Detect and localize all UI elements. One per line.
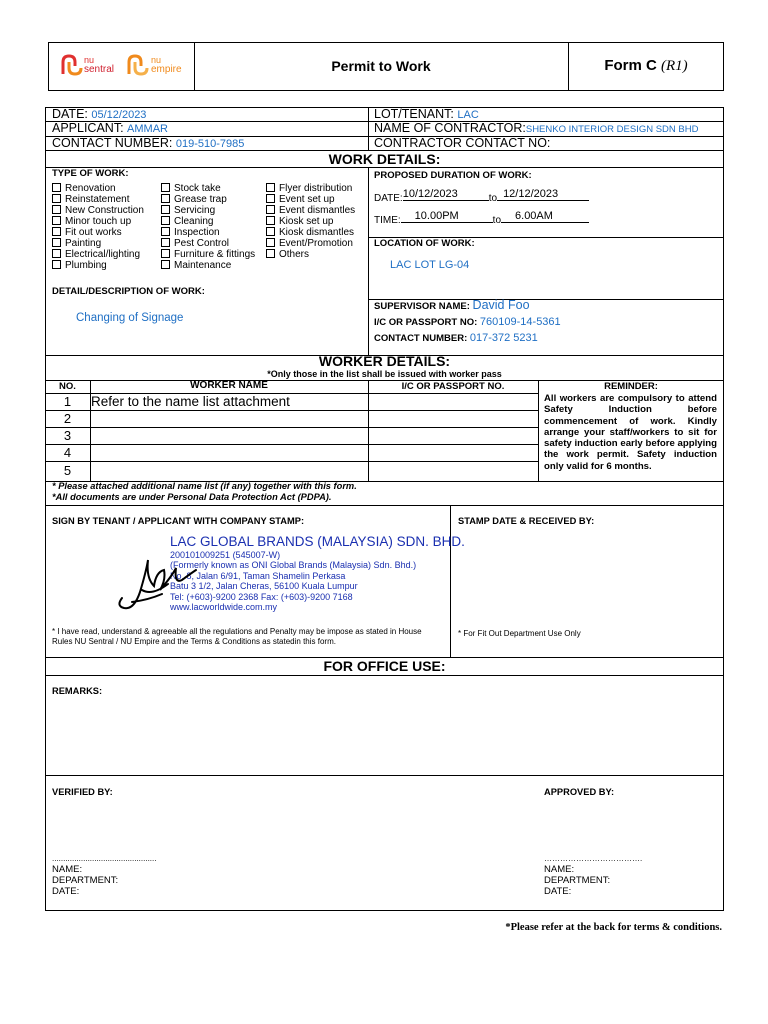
ic-value[interactable]: 760109-14-5361 [479,316,561,328]
checkbox-item[interactable] [266,216,355,227]
applicant-value[interactable]: AMMAR [127,123,168,135]
checkbox-item[interactable] [161,227,255,238]
row-number: 4 [63,445,72,460]
checkbox-item[interactable] [161,260,255,271]
remarks-label: REMARKS: [52,686,103,696]
table-row [45,428,538,444]
time-to-value[interactable]: 6.00AM [515,210,553,222]
checkbox-item[interactable] [52,260,144,271]
checkbox-label: Kiosk dismantles [279,227,355,238]
checkbox-item[interactable] [266,205,355,216]
checkbox-label: Event/Promotion [279,238,353,249]
row-number: 3 [63,428,72,443]
checkbox-icon[interactable] [52,260,61,269]
work-divider [368,167,369,355]
time-to-field[interactable] [501,210,589,223]
date-to-value[interactable]: 12/12/2023 [503,188,559,200]
time-from-field[interactable] [401,210,493,223]
declaration-text: * I have read, understand & agreeable all the regulations and Penalty may be impose as stated in House Rules NU Sentral / NU Empire and the Terms & Conditions as statedin this form. [52,627,422,646]
form-revision: (R1) [661,58,688,74]
checkbox-label: Painting [65,238,102,249]
to-label: to [488,193,498,204]
col-ic-header: I/C OR PASSPORT NO. [401,381,505,392]
form-code-label: Form C [604,57,657,74]
date-to-field[interactable] [497,188,589,201]
nu-empire-logo-text-bottom: empire [151,64,182,75]
lot-value[interactable]: LAC [457,109,479,121]
col-line [538,380,539,481]
checkbox-label: Furniture & fittings [174,249,256,260]
checkbox-label: Inspection [174,227,220,238]
checkbox-label: Event dismantles [279,205,356,216]
verified-signoff[interactable] [52,853,156,897]
checkbox-label: Plumbing [65,260,107,271]
nu-sentral-logo-text-bottom: sentral [84,64,115,75]
row-line [45,505,724,506]
date-label: DATE: [52,107,88,121]
checkbox-icon[interactable] [266,216,275,225]
stamp-line: www.lacworldwide.com.my [170,602,278,613]
worker-details-subheading: *Only those in the list shall be issued with worker pass [267,369,502,379]
checkbox-item[interactable] [161,194,255,205]
supervisor-contact-label: CONTACT NUMBER: [374,333,468,344]
nu-empire-logo [126,52,188,80]
checkbox-icon[interactable] [266,205,275,214]
type-col-3 [266,183,355,260]
checkbox-label: Pest Control [174,238,230,249]
duration-time-label: TIME: [374,215,401,226]
location-value[interactable]: LAC LOT LG-04 [390,259,470,271]
approved-department-label: DEPARTMENT: [544,875,611,886]
contact-value[interactable]: 019-510-7985 [175,138,245,150]
checkbox-icon[interactable] [161,238,170,247]
row-number: 5 [63,463,72,478]
duration-date-label: DATE: [374,193,403,204]
supervisor-contact-field [374,332,538,344]
lot-field [374,107,479,121]
stamp-line: No. 8, Jalan 6/91, Taman Shamelin Perkasa [170,570,346,581]
row-line [45,461,538,462]
contractor-field [374,121,698,135]
remarks-area[interactable] [46,700,722,774]
applicant-field [52,121,168,135]
nu-sentral-logo [60,52,120,80]
table-row [45,463,538,479]
checkbox-icon[interactable] [52,183,61,192]
checkbox-item[interactable] [266,194,355,205]
reminder-text: All workers are compulsory to attend Safety Induction before commencement of work. Kindly arrange your staff/workers to sit for safety induction early before applying the work permit. Safety induction only valid for 6 months. [544,393,717,472]
date-field [52,107,146,121]
verified-department-label: DEPARTMENT: [52,875,119,886]
table-row [45,411,538,427]
checkbox-label: Maintenance [174,260,232,271]
col-reminder-header: REMINDER: [604,381,658,392]
checkbox-icon[interactable] [161,194,170,203]
contractor-contact-label: CONTRACTOR CONTACT NO: [374,136,551,150]
checkbox-icon[interactable] [161,249,170,258]
stamp-received-label: STAMP DATE & RECEIVED BY: [458,516,595,526]
sign-label: SIGN BY TENANT / APPLICANT WITH COMPANY STAMP: [52,516,305,526]
approved-signoff[interactable] [544,853,642,897]
checkbox-icon[interactable] [266,183,275,192]
date-value[interactable]: 05/12/2023 [91,109,147,121]
checkbox-item[interactable] [161,205,255,216]
work-details-heading: WORK DETAILS: [328,151,441,167]
applicant-label: APPLICANT: [52,121,124,135]
checkbox-label: Others [279,249,310,260]
checkbox-item[interactable] [266,238,355,249]
checkbox-item[interactable] [266,227,355,238]
row-line [45,167,724,168]
checkbox-item[interactable] [161,238,255,249]
checkbox-icon[interactable] [52,216,61,225]
additional-list-note: * Please attached additional name list (if any) together with this form. [52,481,357,491]
verified-name-label: NAME: [52,864,83,875]
row-number: 1 [63,394,72,409]
checkbox-item[interactable] [161,183,255,194]
duration-time-row [374,210,589,226]
checkbox-item[interactable] [52,227,144,238]
ic-field [374,316,561,328]
description-label: DETAIL/DESCRIPTION OF WORK: [52,286,205,297]
checkbox-icon[interactable] [161,216,170,225]
stamp-line: Tel: (+603)-9200 2368 Fax: (+603)-9200 7168 [170,591,353,602]
date-from-value[interactable]: 10/12/2023 [402,188,458,200]
stamp-company-name: LAC GLOBAL BRANDS (MALAYSIA) SDN. BHD. [170,534,465,549]
row-number: 2 [63,411,72,426]
checkbox-label: Stock take [174,183,221,194]
terms-footnote: *Please refer at the back for terms & conditions. [505,922,722,933]
checkbox-label: Kiosk set up [279,216,334,227]
lot-label: LOT/TENANT: [374,107,454,121]
supervisor-contact-value[interactable]: 017-372 5231 [469,332,538,344]
checkbox-icon[interactable] [161,205,170,214]
checkbox-icon[interactable] [161,260,170,269]
checkbox-item[interactable] [266,183,355,194]
type-col-1 [52,183,144,271]
checkbox-icon[interactable] [266,194,275,203]
worker-details-heading: WORKER DETAILS: [318,353,451,369]
checkbox-label: Flyer distribution [279,183,353,194]
checkbox-icon[interactable] [52,205,61,214]
contractor-contact-field [374,136,550,150]
checkbox-label: Electrical/lighting [65,249,141,260]
checkbox-icon[interactable] [266,249,275,258]
checkbox-item[interactable] [52,183,144,194]
checkbox-item[interactable] [161,249,255,260]
verified-by-label: VERIFIED BY: [52,787,113,797]
contact-field [52,136,244,150]
description-value[interactable]: Changing of Signage [76,312,184,324]
checkbox-label: Cleaning [174,216,214,227]
checkbox-label: Servicing [174,205,216,216]
checkbox-item[interactable] [52,216,144,227]
office-use-heading: FOR OFFICE USE: [323,658,446,674]
signature-icon [112,540,202,615]
verified-signature-line: ............................................... [52,854,157,863]
checkbox-label: Minor touch up [65,216,132,227]
time-from-value[interactable]: 10.00PM [414,210,459,222]
checkbox-icon[interactable] [161,227,170,236]
checkbox-label: New Construction [65,205,144,216]
date-from-field[interactable] [403,188,489,201]
table-row [45,394,538,410]
nu-sentral-logo-text-top: nu [84,55,95,65]
stamp-line: Batu 3 1/2, Jalan Cheras, 56100 Kuala Lumpur [170,581,358,592]
location-label: LOCATION OF WORK: [374,238,475,249]
checkbox-item[interactable] [52,205,144,216]
row-line [45,775,724,776]
checkbox-icon[interactable] [161,183,170,192]
stamp-line: 200101009251 (545007-W) [170,550,281,560]
checkbox-label: Grease trap [174,194,227,205]
contractor-value[interactable]: SHENKO INTERIOR DESIGN SDN BHD [525,124,699,135]
verified-date-label: DATE: [52,886,80,897]
checkbox-label: Event set up [279,194,335,205]
type-col-2 [161,183,255,271]
checkbox-icon[interactable] [52,249,61,258]
checkbox-label: Reinstatement [65,194,130,205]
approved-by-label: APPROVED BY: [544,787,615,797]
approved-date-label: DATE: [544,886,572,897]
checkbox-label: Renovation [65,183,116,194]
checkbox-label: Fit out works [65,227,122,238]
form-code [568,57,724,75]
table-row [45,445,538,461]
supervisor-label: SUPERVISOR NAME: [374,301,470,312]
info-divider [368,107,369,151]
col-no-header: NO. [59,381,76,392]
worker-name[interactable]: Refer to the name list attachment [91,394,290,409]
form-box [45,107,724,911]
checkbox-item[interactable] [52,249,144,260]
nu-empire-logo-text-top: nu [151,55,162,65]
pdpa-note: *All documents are under Personal Data Protection Act (PDPA). [52,492,332,502]
type-of-work-label: TYPE OF WORK: [52,168,129,179]
checkbox-item[interactable] [52,238,144,249]
stamp-line: (Formerly known as ONI Global Brands (Malaysia) Sdn. Bhd.) [170,560,417,571]
checkbox-icon[interactable] [52,238,61,247]
company-stamp [170,534,465,612]
to-label: to [492,215,502,226]
approved-signature-line: ………………………………. [544,854,643,863]
checkbox-item[interactable] [52,194,144,205]
checkbox-icon[interactable] [52,194,61,203]
ic-label: I/C OR PASSPORT NO: [374,317,478,328]
checkbox-item[interactable] [161,216,255,227]
duration-label: PROPOSED DURATION OF WORK: [374,170,532,181]
contact-label: CONTACT NUMBER: [52,136,173,150]
row-line [45,675,724,676]
supervisor-field [374,298,530,312]
checkbox-icon[interactable] [266,238,275,247]
contractor-label: NAME OF CONTRACTOR: [374,121,526,135]
checkbox-item[interactable] [266,249,355,260]
duration-date-row [374,188,589,204]
col-name-header: WORKER NAME [190,380,268,391]
page-title: Permit to Work [331,58,431,74]
checkbox-icon[interactable] [266,227,275,236]
fitout-note: * For Fit Out Department Use Only [458,629,581,638]
checkbox-icon[interactable] [52,227,61,236]
supervisor-value[interactable]: David Foo [472,298,530,312]
approved-name-label: NAME: [544,864,575,875]
